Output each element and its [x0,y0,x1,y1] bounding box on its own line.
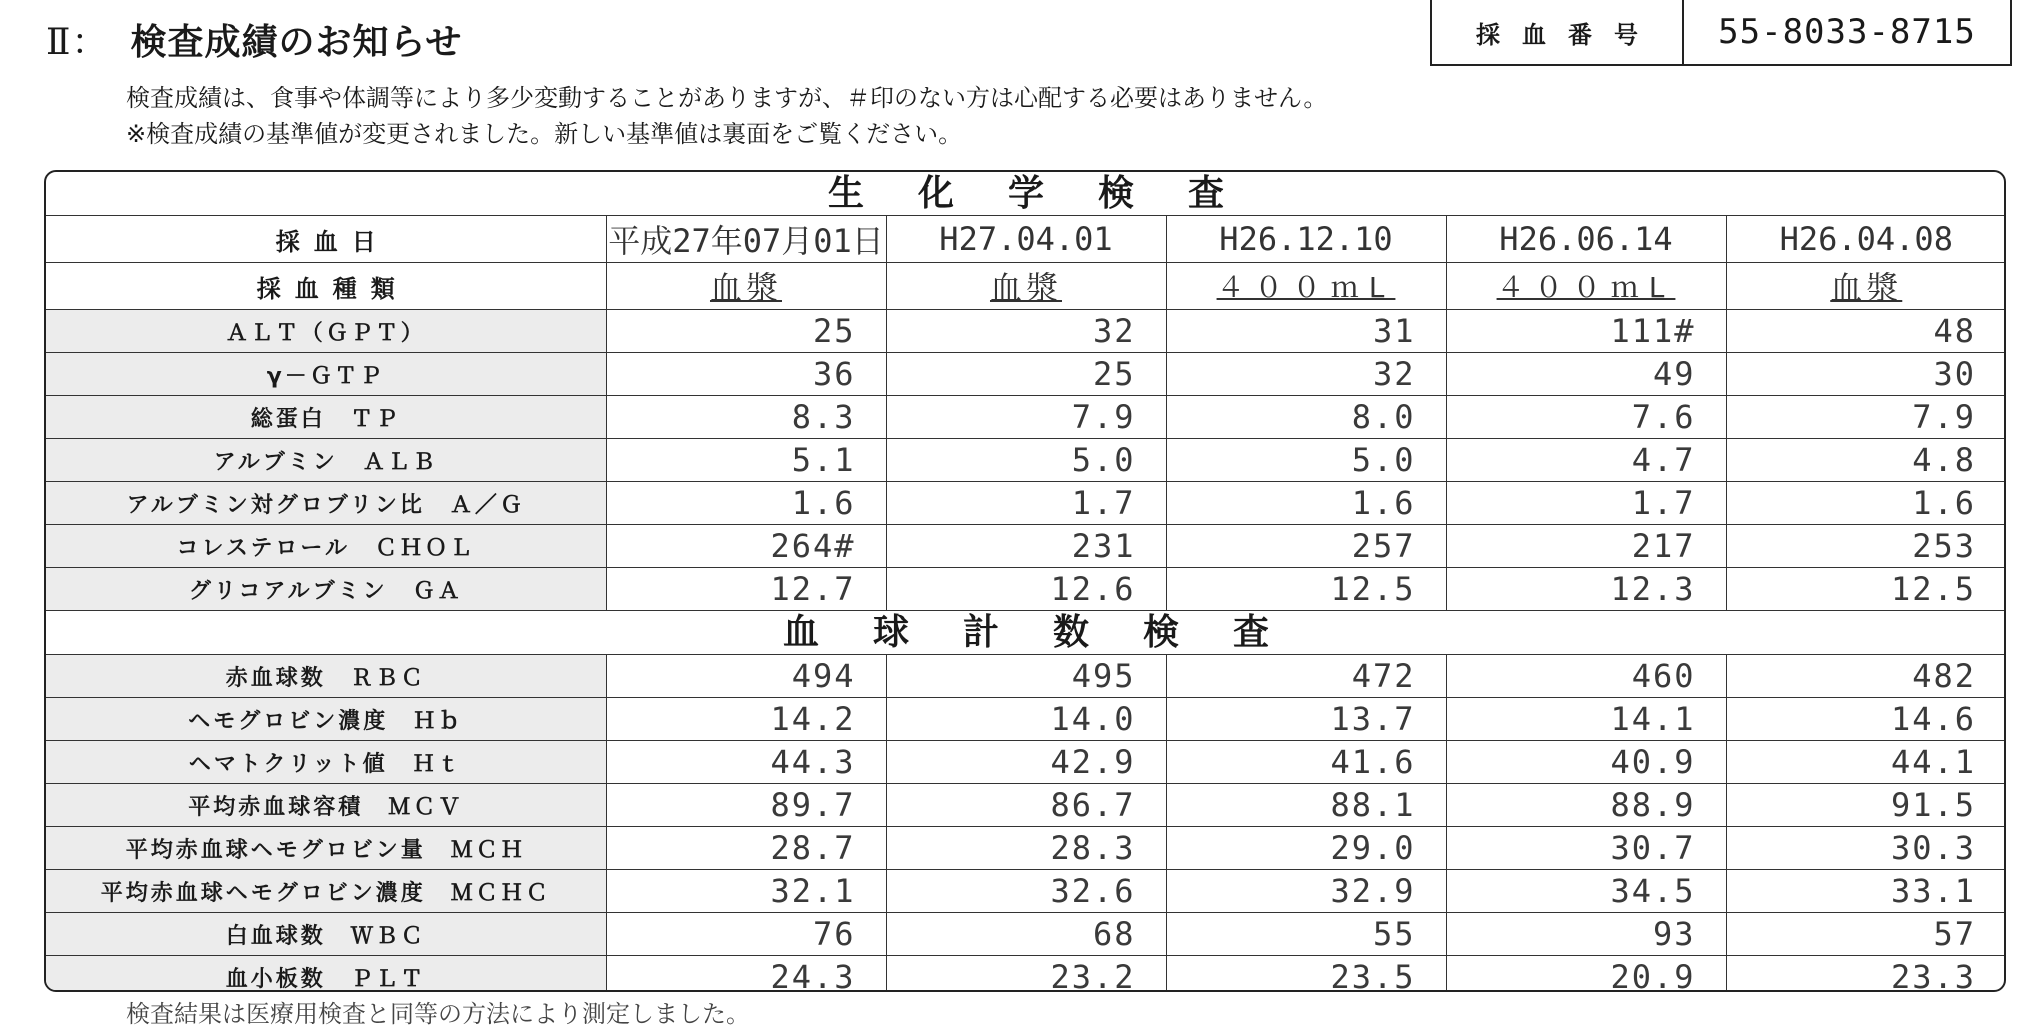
table-row [46,698,2006,741]
result-value: 89.7 [606,784,886,827]
result-value: 8.3 [606,396,886,439]
result-value: 14.6 [1726,698,2006,741]
test-name: ヘモグロビン濃度 Ｈｂ [46,698,606,741]
result-value: 25 [606,310,886,353]
result-value: 36 [606,353,886,396]
type-cell: 血漿 [1726,263,2006,310]
result-value: 217 [1446,525,1726,568]
table-row [46,784,2006,827]
result-value: 44.1 [1726,741,2006,784]
result-value: 460 [1446,655,1726,698]
result-value: 257 [1166,525,1446,568]
result-value: 1.7 [886,482,1166,525]
results-table [44,170,2006,992]
table-row [46,870,2006,913]
result-value: 34.5 [1446,870,1726,913]
table-row [46,396,2006,439]
table-row [46,353,2006,396]
date-cell: H26.04.08 [1726,216,2006,263]
test-name: 平均赤血球ヘモグロビン濃度 ＭＣＨＣ [46,870,606,913]
test-name: ＡＬＴ（ＧＰＴ） [46,310,606,353]
result-value: 33.1 [1726,870,2006,913]
section-number: Ⅱ： [46,22,109,63]
test-name: γ－ＧＴＰ [46,353,606,396]
result-value: 23.2 [886,956,1166,993]
result-value: 1.6 [1166,482,1446,525]
type-cell: 血漿 [606,263,886,310]
test-name: ヘマトクリット値 Ｈｔ [46,741,606,784]
result-value: 30.3 [1726,827,2006,870]
result-value: 88.9 [1446,784,1726,827]
result-value: 12.3 [1446,568,1726,611]
result-value: 30.7 [1446,827,1726,870]
result-value: 5.0 [1166,439,1446,482]
table-row [46,827,2006,870]
result-value: 55 [1166,913,1446,956]
blood-number-value: 55-8033-8715 [1718,12,1976,52]
section-title-blood-count: 血球計数検査 [46,611,2006,655]
result-value: 41.6 [1166,741,1446,784]
table-row [46,741,2006,784]
result-value: 7.9 [886,396,1166,439]
test-name: 総蛋白 ＴＰ [46,396,606,439]
result-value: 32 [886,310,1166,353]
result-value: 31 [1166,310,1446,353]
date-cell: H26.06.14 [1446,216,1726,263]
test-name: 赤血球数 ＲＢＣ [46,655,606,698]
test-name: 平均赤血球ヘモグロビン量 ＭＣＨ [46,827,606,870]
table-row [46,439,2006,482]
section-title-biochemistry: 生化学検査 [46,172,2006,216]
result-value: 32.9 [1166,870,1446,913]
result-value: 14.0 [886,698,1166,741]
result-value: 23.3 [1726,956,2006,993]
result-value: 7.9 [1726,396,2006,439]
result-value: 44.3 [606,741,886,784]
result-value: 4.7 [1446,439,1726,482]
result-value: 23.5 [1166,956,1446,993]
type-cell: ４００ｍL [1446,263,1726,310]
result-value: 1.7 [1446,482,1726,525]
result-value: 12.7 [606,568,886,611]
result-value: 49 [1446,353,1726,396]
result-value: 253 [1726,525,2006,568]
table-row [46,482,2006,525]
footer-note: 検査結果は医療用検査と同等の方法により測定しました。 [126,1000,750,1028]
result-value: 29.0 [1166,827,1446,870]
result-value: 494 [606,655,886,698]
result-value: 32.6 [886,870,1166,913]
result-value: 20.9 [1446,956,1726,993]
type-label: 採血種類 [46,263,606,310]
date-cell: H27.04.01 [886,216,1166,263]
type-cell: 血漿 [886,263,1166,310]
result-value: 1.6 [606,482,886,525]
result-value: 5.1 [606,439,886,482]
result-value: 231 [886,525,1166,568]
test-name: 血小板数 ＰＬＴ [46,956,606,993]
result-value: 482 [1726,655,2006,698]
intro-note: 検査成績は、食事や体調等により多少変動することがありますが、＃印のない方は心配する必要はありません。 [126,84,1328,112]
table-row [46,956,2006,993]
date-cell: H26.12.10 [1166,216,1446,263]
result-value: 4.8 [1726,439,2006,482]
reference-change-note: ※検査成績の基準値が変更されました。新しい基準値は裏面をご覧ください。 [126,120,963,148]
test-name: グリコアルブミン ＧＡ [46,568,606,611]
blood-number-box [1430,0,2012,66]
result-value: 5.0 [886,439,1166,482]
blood-number-label: 採血番号 [1432,0,1684,64]
result-value: 28.7 [606,827,886,870]
result-value: 25 [886,353,1166,396]
result-value: 1.6 [1726,482,2006,525]
table-row [46,913,2006,956]
table-row [46,568,2006,611]
result-value: 32 [1166,353,1446,396]
type-cell: ４００ｍL [1166,263,1446,310]
result-value: 495 [886,655,1166,698]
result-value: 91.5 [1726,784,2006,827]
page-title [46,14,462,65]
result-value: 76 [606,913,886,956]
result-value: 264# [606,525,886,568]
result-value: 8.0 [1166,396,1446,439]
test-name: コレステロール ＣＨＯＬ [46,525,606,568]
result-value: 30 [1726,353,2006,396]
result-value: 24.3 [606,956,886,993]
date-label: 採血日 [46,216,606,263]
result-value: 93 [1446,913,1726,956]
title-text: 検査成績のお知らせ [130,22,463,63]
result-value: 57 [1726,913,2006,956]
result-value: 42.9 [886,741,1166,784]
result-value: 86.7 [886,784,1166,827]
result-value: 472 [1166,655,1446,698]
result-value: 48 [1726,310,2006,353]
test-name: 平均赤血球容積 ＭＣＶ [46,784,606,827]
result-value: 40.9 [1446,741,1726,784]
result-value: 14.1 [1446,698,1726,741]
test-name: 白血球数 ＷＢＣ [46,913,606,956]
result-value: 88.1 [1166,784,1446,827]
result-value: 32.1 [606,870,886,913]
result-value: 12.6 [886,568,1166,611]
test-name: アルブミン対グロブリン比 Ａ／Ｇ [46,482,606,525]
result-value: 28.3 [886,827,1166,870]
table-row [46,655,2006,698]
result-value: 14.2 [606,698,886,741]
result-value: 13.7 [1166,698,1446,741]
result-value: 12.5 [1166,568,1446,611]
table-row [46,525,2006,568]
result-value: 12.5 [1726,568,2006,611]
result-value: 111# [1446,310,1726,353]
table-row [46,310,2006,353]
result-value: 68 [886,913,1166,956]
test-name: アルブミン ＡＬＢ [46,439,606,482]
result-value: 7.6 [1446,396,1726,439]
date-cell: 平成27年07月01日 [606,216,886,263]
